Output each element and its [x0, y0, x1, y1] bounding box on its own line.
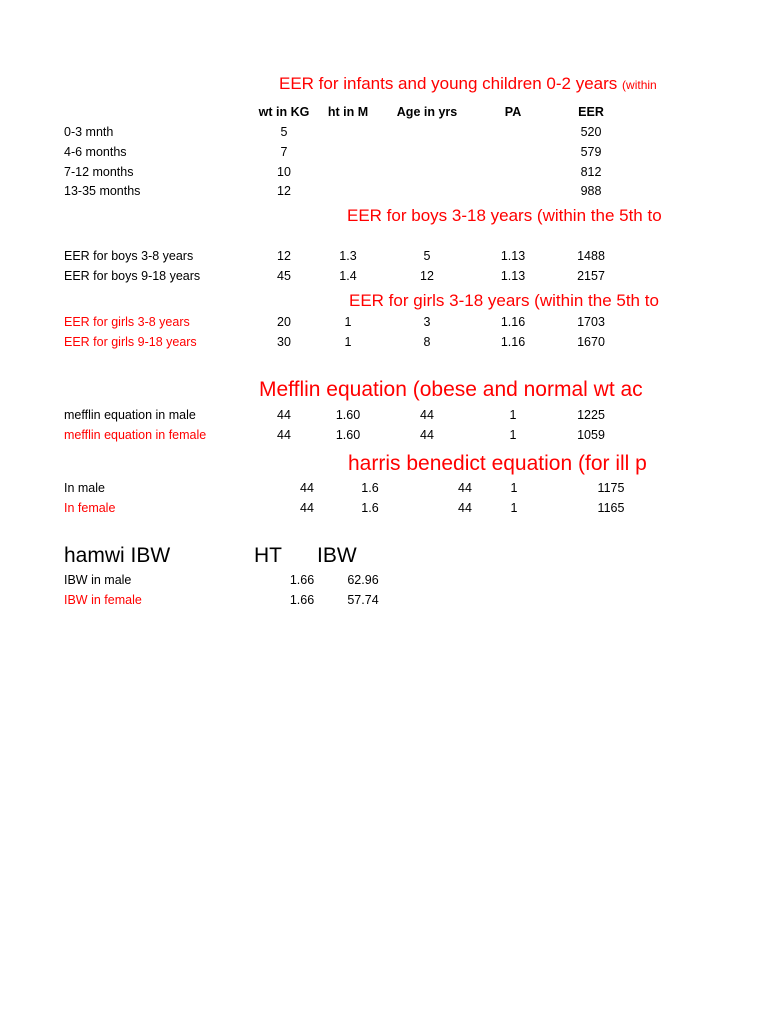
- mifflin-section-title: Mefflin equation (obese and normal wt ac: [259, 378, 643, 401]
- infants-row-eer: 988: [580, 184, 602, 198]
- mifflin-row-wt: 44: [277, 408, 291, 422]
- boys-row-wt: 45: [277, 269, 291, 283]
- boys-row-age: 12: [420, 269, 434, 283]
- mifflin-row-pa: 1: [509, 428, 517, 442]
- girls-row-age: 3: [423, 315, 431, 329]
- mifflin-row-eer: 1059: [577, 428, 605, 442]
- boys-row-label: EER for boys 9-18 years: [64, 269, 201, 283]
- harris-row-label: In male: [64, 481, 105, 495]
- girls-row-pa: 1.16: [500, 315, 526, 329]
- harris-row-pa: 1: [510, 481, 518, 495]
- header-age-in-yrs: Age in yrs: [396, 105, 458, 119]
- infants-row-wt: 10: [277, 165, 291, 179]
- boys-row-pa: 1.13: [500, 249, 526, 263]
- infants-row-eer: 579: [580, 145, 602, 159]
- infants-section-title: [279, 75, 657, 92]
- girls-row-eer: 1703: [577, 315, 605, 329]
- boys-row-eer: 1488: [577, 249, 605, 263]
- hamwi-header-ht: HT: [254, 544, 282, 567]
- girls-row-age: 8: [423, 335, 431, 349]
- mifflin-row-ht: 1.60: [335, 428, 361, 442]
- boys-row-age: 5: [423, 249, 431, 263]
- infants-row-eer: 520: [580, 125, 602, 139]
- boys-section-title: EER for boys 3-18 years (within the 5th to: [347, 206, 662, 225]
- girls-row-ht: 1: [344, 315, 352, 329]
- header-eer: EER: [578, 105, 604, 119]
- girls-row-ht: 1: [344, 335, 352, 349]
- mifflin-row-pa: 1: [509, 408, 517, 422]
- mifflin-row-label: mefflin equation in female: [64, 428, 207, 442]
- hamwi-row-ht: 1.66: [289, 593, 315, 607]
- hamwi-header-ibw: IBW: [317, 544, 357, 567]
- mifflin-row-eer: 1225: [577, 408, 605, 422]
- girls-row-eer: 1670: [577, 335, 605, 349]
- girls-row-label: EER for girls 9-18 years: [64, 335, 197, 349]
- girls-section-title: EER for girls 3-18 years (within the 5th to: [349, 291, 659, 310]
- boys-row-label: EER for boys 3-8 years: [64, 249, 194, 263]
- hamwi-section-title: hamwi IBW: [64, 544, 171, 567]
- boys-row-ht: 1.3: [339, 249, 357, 263]
- infants-row-label: 0-3 mnth: [64, 125, 114, 139]
- infants-row-label: 4-6 months: [64, 145, 127, 159]
- hamwi-row-label: IBW in male: [64, 573, 132, 587]
- mifflin-row-ht: 1.60: [335, 408, 361, 422]
- mifflin-row-label: mefflin equation in male: [64, 408, 196, 422]
- header-pa: PA: [504, 105, 522, 119]
- boys-row-eer: 2157: [577, 269, 605, 283]
- harris-row-ht: 1.6: [361, 481, 379, 495]
- girls-row-pa: 1.16: [500, 335, 526, 349]
- harris-row-age: 44: [458, 481, 472, 495]
- harris-row-wt: 44: [300, 501, 314, 515]
- infants-title-suffix: (within: [622, 78, 657, 92]
- header-wt-in-kg: wt in KG: [258, 105, 310, 119]
- mifflin-row-age: 44: [420, 408, 434, 422]
- infants-row-wt: 7: [280, 145, 288, 159]
- boys-row-pa: 1.13: [500, 269, 526, 283]
- hamwi-row-ibw: 57.74: [347, 593, 379, 607]
- infants-row-label: 7-12 months: [64, 165, 134, 179]
- harris-row-eer: 1165: [597, 501, 625, 515]
- boys-row-ht: 1.4: [339, 269, 357, 283]
- mifflin-row-wt: 44: [277, 428, 291, 442]
- girls-row-wt: 20: [277, 315, 291, 329]
- mifflin-row-age: 44: [420, 428, 434, 442]
- infants-row-label: 13-35 months: [64, 184, 141, 198]
- hamwi-row-label: IBW in female: [64, 593, 142, 607]
- header-ht-in-m: ht in M: [327, 105, 369, 119]
- infants-row-wt: 5: [280, 125, 288, 139]
- harris-row-label: In female: [64, 501, 116, 515]
- girls-row-label: EER for girls 3-8 years: [64, 315, 190, 329]
- harris-section-title: harris benedict equation (for ill p: [348, 452, 647, 475]
- harris-row-eer: 1175: [597, 481, 625, 495]
- harris-row-wt: 44: [300, 481, 314, 495]
- hamwi-row-ht: 1.66: [289, 573, 315, 587]
- harris-row-ht: 1.6: [361, 501, 379, 515]
- harris-row-age: 44: [458, 501, 472, 515]
- infants-title-main: EER for infants and young children 0-2 years: [279, 74, 623, 93]
- harris-row-pa: 1: [510, 501, 518, 515]
- infants-row-wt: 12: [277, 184, 291, 198]
- girls-row-wt: 30: [277, 335, 291, 349]
- hamwi-row-ibw: 62.96: [347, 573, 379, 587]
- infants-row-eer: 812: [580, 165, 602, 179]
- boys-row-wt: 12: [277, 249, 291, 263]
